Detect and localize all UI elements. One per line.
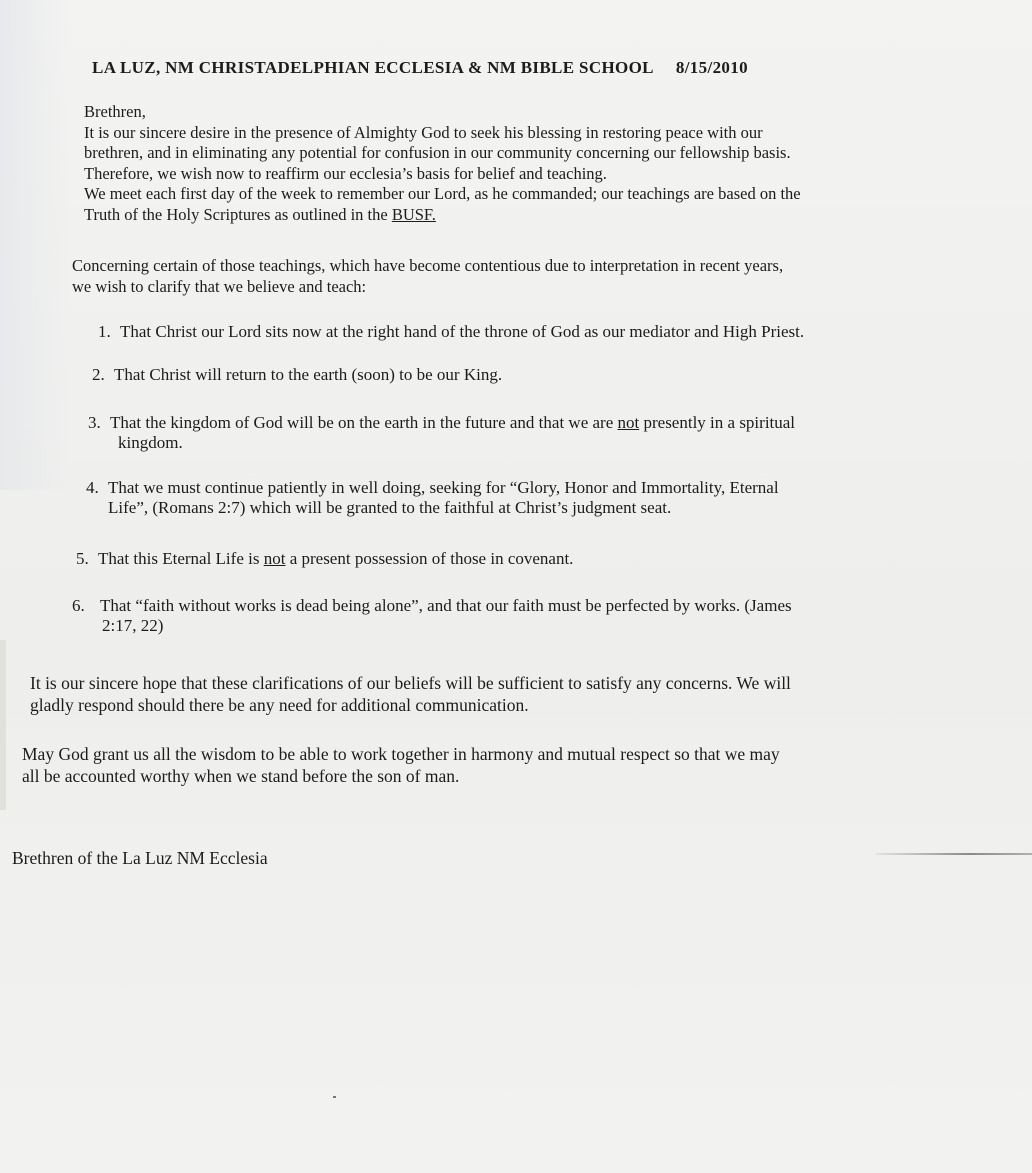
- item-number: 3.: [88, 413, 101, 432]
- item-text: That this Eternal Life is: [98, 549, 264, 568]
- belief-item-2: [92, 365, 992, 385]
- greeting: Brethren,: [84, 102, 146, 121]
- closing-line: all be accounted worthy when we stand before the son of man.: [22, 766, 460, 786]
- item-number: 4.: [86, 478, 99, 497]
- page-shadow: [0, 0, 70, 490]
- closing-line: May God grant us all the wisdom to be able to work together in harmony and mutual respect so that we may: [22, 744, 780, 764]
- header-title: LA LUZ, NM CHRISTADELPHIAN ECCLESIA & NM BIBLE SCHOOL: [92, 58, 654, 77]
- item-text: a present possession of those in covenant.: [285, 549, 574, 568]
- intro-text: Truth of the Holy Scriptures as outlined in the: [84, 204, 392, 224]
- signature-line: [876, 853, 1032, 855]
- item-continuation: kingdom.: [118, 433, 183, 452]
- belief-item-1: [98, 322, 998, 342]
- concern-line: we wish to clarify that we believe and teach:: [72, 276, 367, 296]
- item-text: That the kingdom of God will be on the earth in the future and that we are: [110, 413, 618, 432]
- intro-line: We meet each first day of the week to remember our Lord, as he commanded; our teachings are based on the: [84, 184, 801, 203]
- intro-paragraph: [84, 102, 1004, 225]
- item-text: That Christ will return to the earth (soon) to be our King.: [114, 365, 503, 384]
- item-text: That we must continue patiently in well doing, seeking for “Glory, Honor and Immortality, Eternal: [108, 478, 779, 497]
- closing-line: It is our sincere hope that these clarifications of our beliefs will be sufficient to satisfy any concerns. We will: [30, 673, 791, 693]
- signature-text: Brethren of the La Luz NM Ecclesia: [12, 848, 268, 868]
- intro-line: Therefore, we wish now to reaffirm our ecclesia’s basis for belief and teaching.: [84, 163, 607, 183]
- busf-reference: BUSF.: [391, 204, 436, 224]
- item-continuation: 2:17, 22): [102, 616, 164, 635]
- closing-paragraph-2: [22, 743, 1027, 787]
- item-emphasis: not: [617, 413, 640, 432]
- intro-line: brethren, and in eliminating any potential for confusion in our community concerning our fellowship basis.: [84, 143, 791, 162]
- header-date: 8/15/2010: [675, 58, 748, 77]
- belief-item-6: [72, 596, 1022, 636]
- intro-line: It is our sincere desire in the presence of Almighty God to seek his blessing in restoring peace with our: [84, 122, 763, 142]
- item-continuation: Life”, (Romans 2:7) which will be granted to the faithful at Christ’s judgment seat.: [108, 498, 672, 517]
- page-fold: [0, 640, 6, 810]
- item-number: 6.: [72, 596, 85, 615]
- item-text: That “faith without works is dead being alone”, and that our faith must be perfected by works. (James: [100, 596, 792, 615]
- item-number: 5.: [76, 549, 89, 568]
- item-number: 1.: [98, 322, 111, 341]
- belief-item-3: [88, 413, 998, 453]
- concern-paragraph: [72, 256, 1002, 297]
- item-text: presently in a spiritual: [639, 413, 796, 432]
- item-text: That Christ our Lord sits now at the right hand of the throne of God as our mediator and High Priest.: [120, 322, 805, 341]
- paper-speck: [333, 1096, 336, 1098]
- intro-line: [84, 205, 1004, 226]
- concern-line: Concerning certain of those teachings, which have become contentious due to interpretation in recent years,: [72, 256, 784, 275]
- item-emphasis: not: [263, 549, 286, 568]
- belief-item-4: [86, 478, 996, 518]
- closing-paragraph-1: [30, 672, 1030, 716]
- belief-item-5: [76, 549, 986, 569]
- document-header: [92, 58, 972, 78]
- closing-line: gladly respond should there be any need for additional communication.: [30, 695, 529, 715]
- item-number: 2.: [92, 365, 105, 384]
